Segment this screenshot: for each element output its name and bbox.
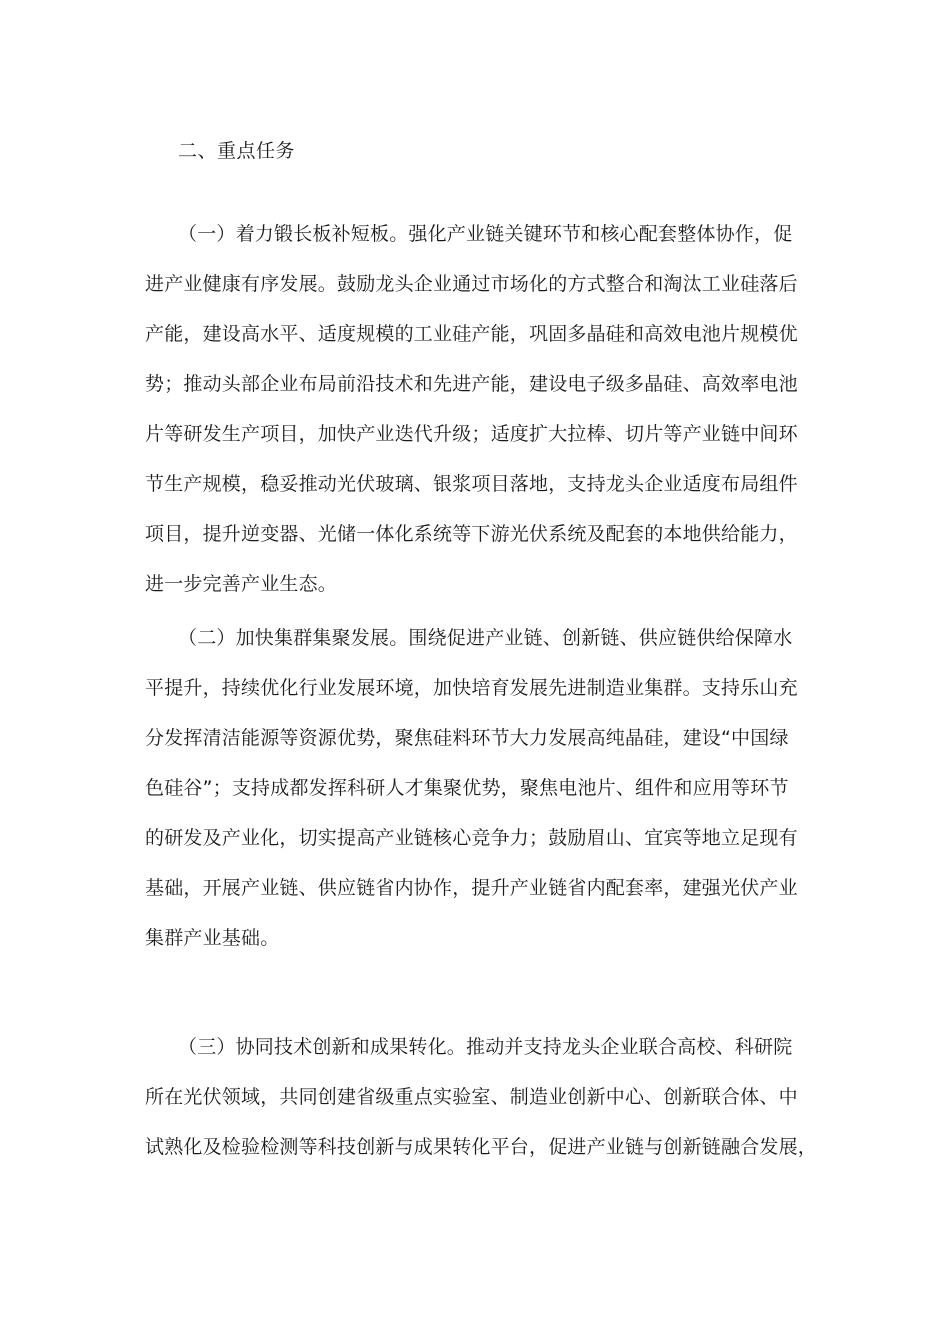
paragraph-line: 项目，提升逆变器、光储一体化系统等下游光伏系统及配套的本地供给能力， xyxy=(145,523,798,545)
paragraph-line: 色硅谷”；支持成都发挥科研人才集聚优势，聚焦电池片、组件和应用等环节 xyxy=(145,777,789,799)
paragraph-line: （二）加快集群集聚发展。围绕促进产业链、创新链、供应链供给保障水 xyxy=(178,627,793,649)
paragraph-line: 平提升，持续优化行业发展环境，加快培育发展先进制造业集群。支持乐山充 xyxy=(145,677,798,699)
paragraph-line: 试熟化及检验检测等科技创新与成果转化平台，促进产业链与创新链融合发展， xyxy=(145,1136,818,1158)
section-heading: 二、重点任务 xyxy=(178,140,296,162)
paragraph-line: 基础，开展产业链、供应链省内协作，提升产业链省内配套率，建强光伏产业 xyxy=(145,877,798,899)
paragraph-cluster-development xyxy=(145,613,810,963)
paragraph-tech-innovation xyxy=(145,1022,818,1172)
paragraph-line: 片等研发生产项目，加快产业迭代升级；适度扩大拉棒、切片等产业链中间环 xyxy=(145,423,798,445)
paragraph-line: 进产业健康有序发展。鼓励龙头企业通过市场化的方式整合和淘汰工业硅落后 xyxy=(145,273,798,295)
paragraph-line: 所在光伏领域，共同创建省级重点实验室、制造业创新中心、创新联合体、中 xyxy=(145,1086,798,1108)
paragraph-line: 分发挥清洁能源等资源优势，聚焦硅料环节大力发展高纯晶硅，建设“中国绿 xyxy=(145,727,789,749)
paragraph-line: 势；推动头部企业布局前沿技术和先进产能，建设电子级多晶硅、高效率电池 xyxy=(145,373,798,395)
paragraph-line: 的研发及产业化，切实提高产业链核心竞争力；鼓励眉山、宜宾等地立足现有 xyxy=(145,827,798,849)
paragraph-line: 进一步完善产业生态。 xyxy=(145,573,338,595)
paragraph-line: 集群产业基础。 xyxy=(145,927,280,949)
paragraph-line: （一）着力锻长板补短板。强化产业链关键环节和核心配套整体协作，促 xyxy=(178,223,793,245)
paragraph-line: （三）协同技术创新和成果转化。推动并支持龙头企业联合高校、科研院 xyxy=(178,1036,793,1058)
paragraph-strengthen-chain xyxy=(145,209,810,609)
paragraph-line: 产能，建设高水平、适度规模的工业硅产能，巩固多晶硅和高效电池片规模优 xyxy=(145,323,798,345)
paragraph-line: 节生产规模，稳妥推动光伏玻璃、银浆项目落地，支持龙头企业适度布局组件 xyxy=(145,473,798,495)
